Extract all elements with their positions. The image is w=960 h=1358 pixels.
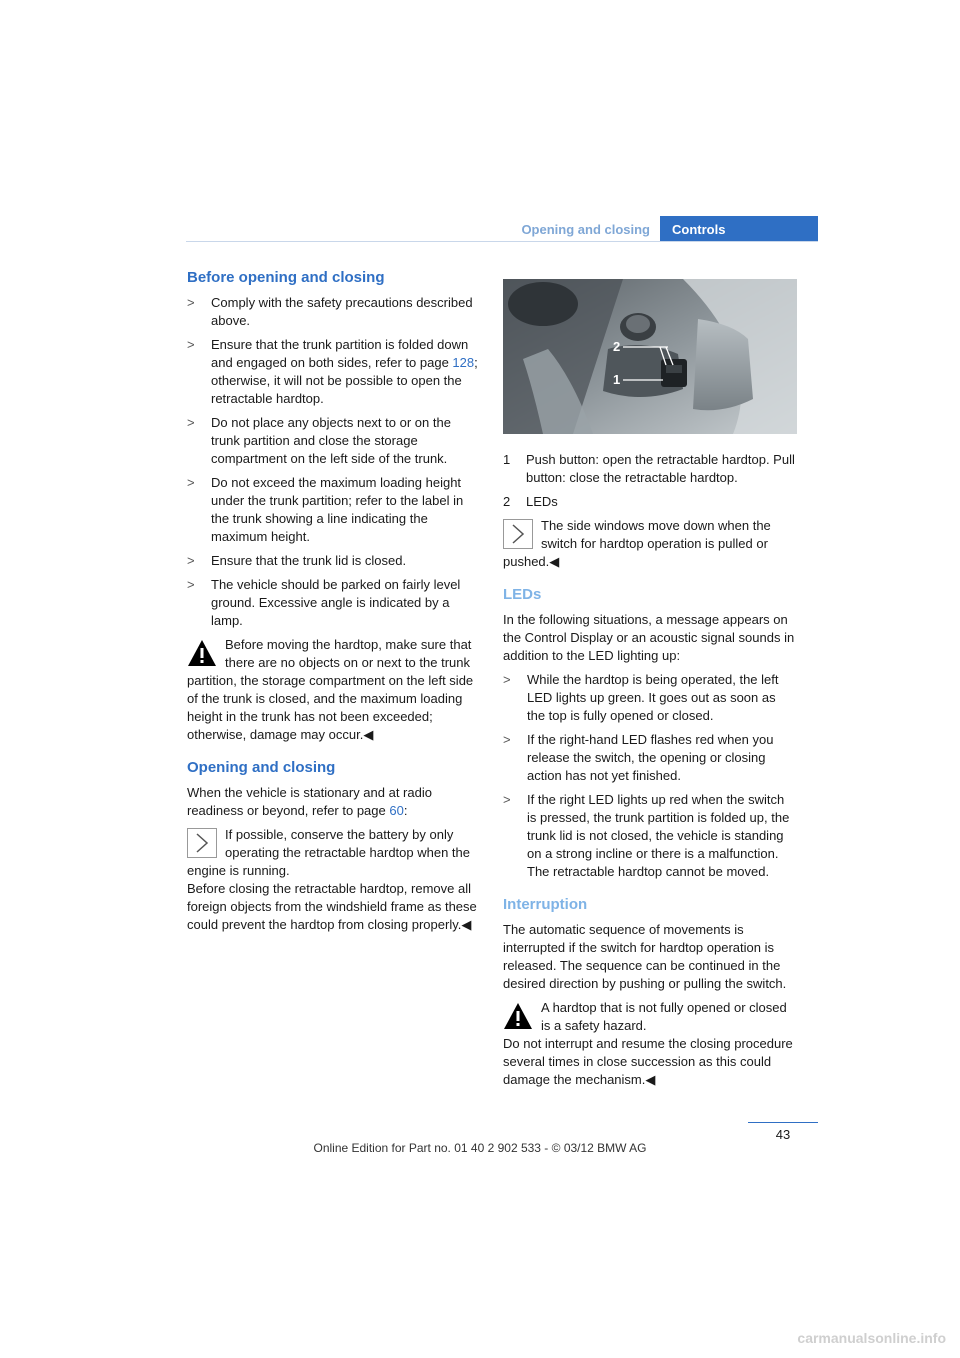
list-item: > Comply with the safety precautions described above. [187,295,473,328]
page-link-60[interactable]: 60 [389,803,404,818]
heading-interruption: Interruption [503,896,588,913]
section-title: Opening and closing [521,222,650,237]
chapter-tab[interactable]: Controls [660,216,818,242]
info-note: If possible, conserve the battery by only operating the retractable hardtop when the engine is running. [187,827,471,878]
note-arrow-icon [187,828,217,858]
callout-1-label: 1 [613,372,621,387]
paragraph: In the following situations, a message appears on the Control Display or an acoustic signal sounds in addition to the LED lighting up: [503,612,795,663]
callout-2-label: 2 [613,339,621,354]
right-column [503,275,795,1095]
paragraph: Before closing the retractable hardtop, remove all foreign objects from the windshield frame as these could prevent the hardtop from closing properly.◀ [187,881,477,932]
list-item: > Do not place any objects next to or on the trunk partition and close the storage compartment on the left side of the trunk. [187,415,451,466]
heading-leds: LEDs [503,586,542,603]
list-item: > If the right-hand LED flashes red when you release the switch, the opening or closing action has not yet finished. [503,732,774,783]
callout-item-2: 2 LEDs [503,494,558,509]
page-number: 43 [775,1127,791,1142]
warning-triangle-icon [503,1001,533,1031]
header-rule [186,241,818,242]
left-column [187,268,479,940]
paragraph: The automatic sequence of movements is interrupted if the switch for hardtop operation is released. The sequence can be continued in the desired direction by pushing or pulling the switch. [503,922,787,991]
hardtop-switch-photo [503,279,797,434]
footer-edition: Online Edition for Part no. 01 40 2 902 533 - © 03/12 BMW AG [313,1141,647,1155]
page-link-128[interactable]: 128 [452,355,475,370]
watermark[interactable]: carmanualsonline.info [797,1330,946,1346]
heading-before-opening: Before opening and closing [187,269,385,286]
heading-opening-closing: Opening and closing [187,759,336,776]
warning-triangle-icon [187,638,217,668]
list-item: > Do not exceed the maximum loading height under the trunk partition; refer to the label in the trunk showing a line indicating the maximum height. [187,475,464,544]
warning-note: A hardtop that is not fully opened or closed is a safety hazard. [503,999,795,1035]
page-number-rule [748,1122,818,1123]
note-arrow-icon [503,519,533,549]
paragraph: Do not interrupt and resume the closing procedure several times in close succession as this could damage the mechanism.◀ [503,1036,793,1087]
paragraph: When the vehicle is stationary and at radio readiness or beyond, refer to page 60: [187,785,432,818]
info-note: The side windows move down when the switch for hardtop operation is pulled or pushed.◀ [503,518,771,569]
list-item: > Ensure that the trunk partition is folded down and engaged on both sides, refer to page 128; otherwise, it will not be possible to open the retractable hardtop. [187,337,478,406]
list-item: > The vehicle should be parked on fairly level ground. Excessive angle is indicated by a lamp. [187,577,461,628]
list-item: > Ensure that the trunk lid is closed. [187,553,407,568]
warning-note: Before moving the hardtop, make sure that there are no objects on or next to the trunk partition, the storage compartment on the left side of the trunk is closed, and the maximum loading height in the trunk has not been exceeded; otherwise, damage may occur.◀ [187,637,474,742]
callout-item-1: 1 Push button: open the retractable hardtop. Pull button: close the retractable hardtop. [503,452,795,485]
list-item: > While the hardtop is being operated, the left LED lights up green. It goes out as soon as the top is fully opened or closed. [503,672,779,723]
list-item: > If the right LED lights up red when the switch is pressed, the trunk partition is folded up, the trunk lid is not closed, the vehicle is standing on a strong incline or there is a malfunction. The retractable hardtop cannot be moved. [503,792,790,879]
